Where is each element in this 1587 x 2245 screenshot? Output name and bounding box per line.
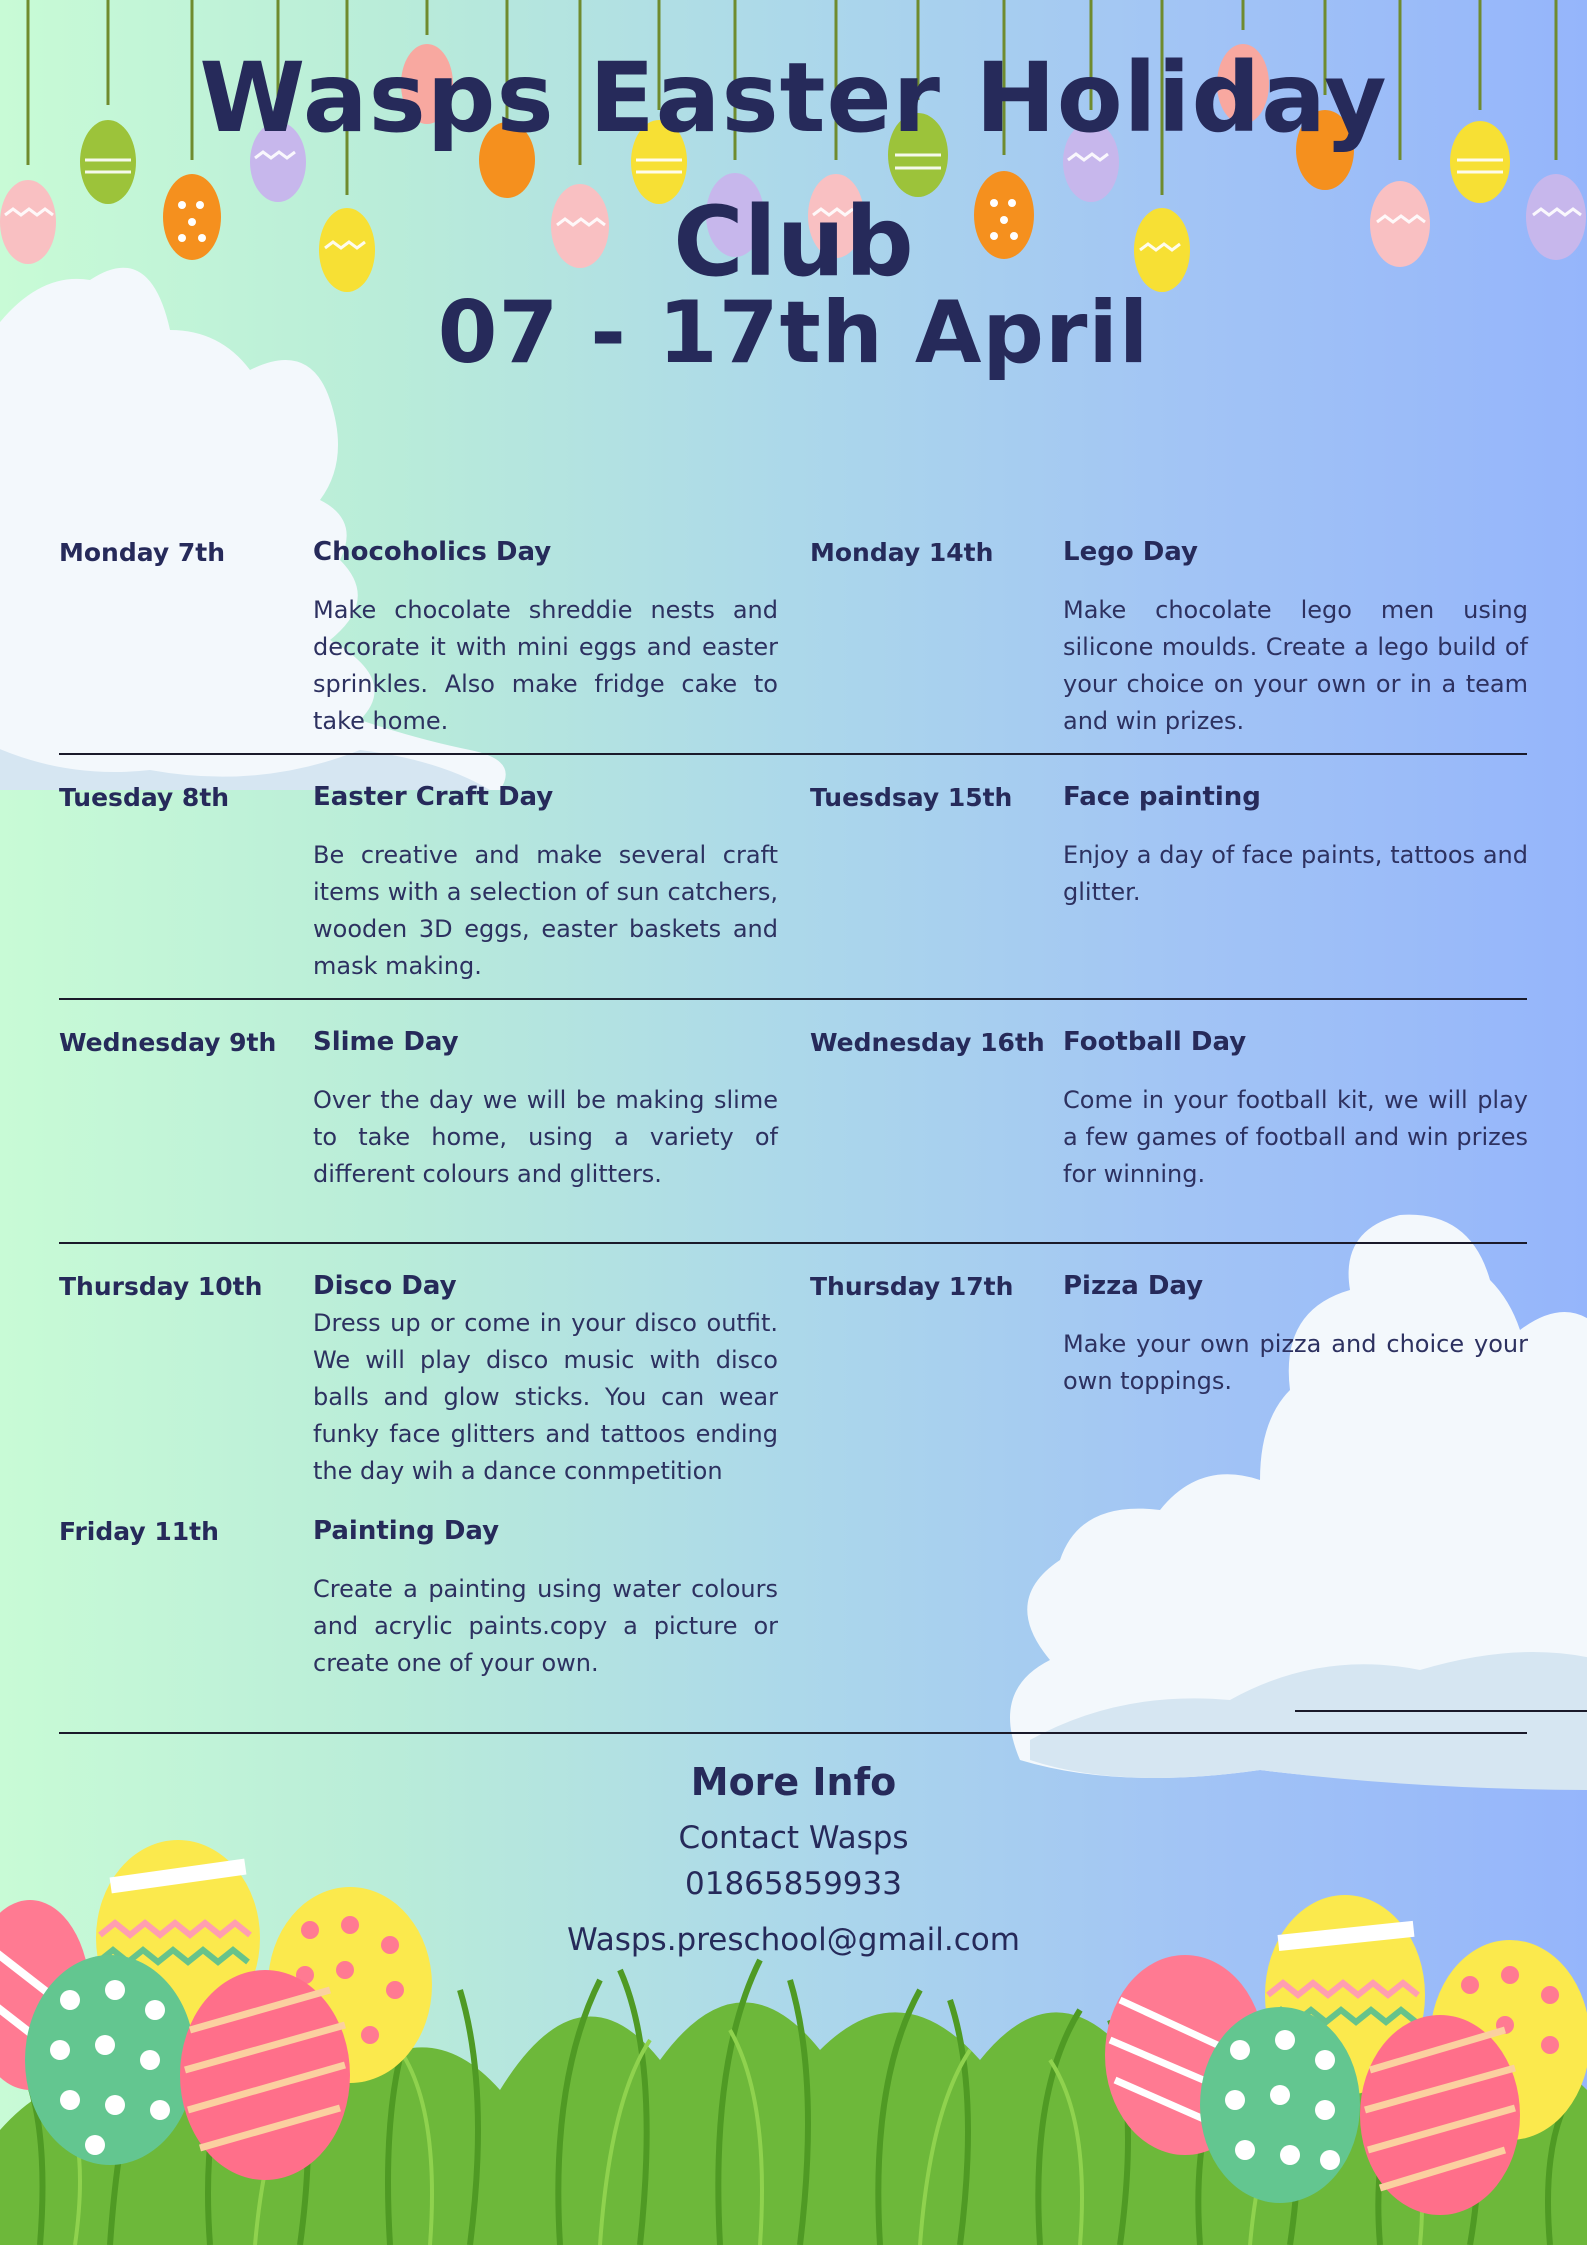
day-label: Monday 14th bbox=[810, 538, 994, 567]
activity-description: Dress up or come in your disco outfit. We will play disco music with disco balls and glow sticks. You can wear funky face glitters and tattoos ending the day wih a dance conmpetition bbox=[313, 1309, 778, 1485]
date-range: 07 - 17th April bbox=[437, 283, 1150, 383]
row-divider bbox=[59, 998, 1527, 1000]
activity-description: Create a painting using water colours and acrylic paints.copy a picture or create one of your own. bbox=[313, 1575, 778, 1677]
contact-name: Contact Wasps bbox=[678, 1820, 909, 1856]
day-label: Wednesday 9th bbox=[59, 1028, 277, 1057]
activity-description: Enjoy a day of face paints, tattoos and glitter. bbox=[1063, 841, 1528, 906]
activity-title: Lego Day bbox=[1063, 537, 1199, 567]
activity-title: Easter Craft Day bbox=[313, 782, 554, 812]
footer-divider bbox=[59, 1732, 1527, 1734]
more-info-heading: More Info bbox=[690, 1760, 897, 1804]
page-title: Wasps Easter Holiday bbox=[199, 42, 1388, 154]
activity-title: Slime Day bbox=[313, 1027, 459, 1057]
activity-title: Painting Day bbox=[313, 1516, 500, 1546]
day-label: Thursday 17th bbox=[810, 1272, 1014, 1301]
day-label: Tuesday 8th bbox=[59, 783, 230, 812]
activity-description: Make chocolate lego men using silicone moulds. Create a lego build of your choice on your own or in a team and win prizes. bbox=[1063, 596, 1528, 735]
activity-description: Make your own pizza and choice your own toppings. bbox=[1063, 1330, 1528, 1395]
activity-title: Face painting bbox=[1063, 782, 1261, 812]
activity-title: Disco Day bbox=[313, 1271, 457, 1301]
contact-phone: 01865859933 bbox=[685, 1866, 902, 1902]
short-divider bbox=[1295, 1710, 1587, 1712]
activity-description: Come in your football kit, we will play a few games of football and win prizes for winning. bbox=[1063, 1086, 1528, 1188]
activity-title: Pizza Day bbox=[1063, 1271, 1204, 1301]
day-label: Tuesdsay 15th bbox=[810, 783, 1013, 812]
contact-email: Wasps.preschool@gmail.com bbox=[567, 1922, 1020, 1958]
day-label: Monday 7th bbox=[59, 538, 225, 567]
activity-description: Make chocolate shreddie nests and decorate it with mini eggs and easter sprinkles. Also make fridge cake to take home. bbox=[313, 596, 778, 735]
day-label: Thursday 10th bbox=[59, 1272, 263, 1301]
page-title-line-2: Club bbox=[673, 186, 914, 298]
day-label: Friday 11th bbox=[59, 1517, 219, 1546]
activity-title: Chocoholics Day bbox=[313, 537, 552, 567]
activity-description: Over the day we will be making slime to take home, using a variety of different colours and glitters. bbox=[313, 1086, 778, 1188]
day-label: Wednesday 16th bbox=[810, 1028, 1045, 1057]
row-divider bbox=[59, 1242, 1527, 1244]
activity-title: Football Day bbox=[1063, 1027, 1247, 1057]
row-divider bbox=[59, 753, 1527, 755]
activity-description: Be creative and make several craft items with a selection of sun catchers, wooden 3D eggs, easter baskets and mask making. bbox=[313, 841, 778, 980]
